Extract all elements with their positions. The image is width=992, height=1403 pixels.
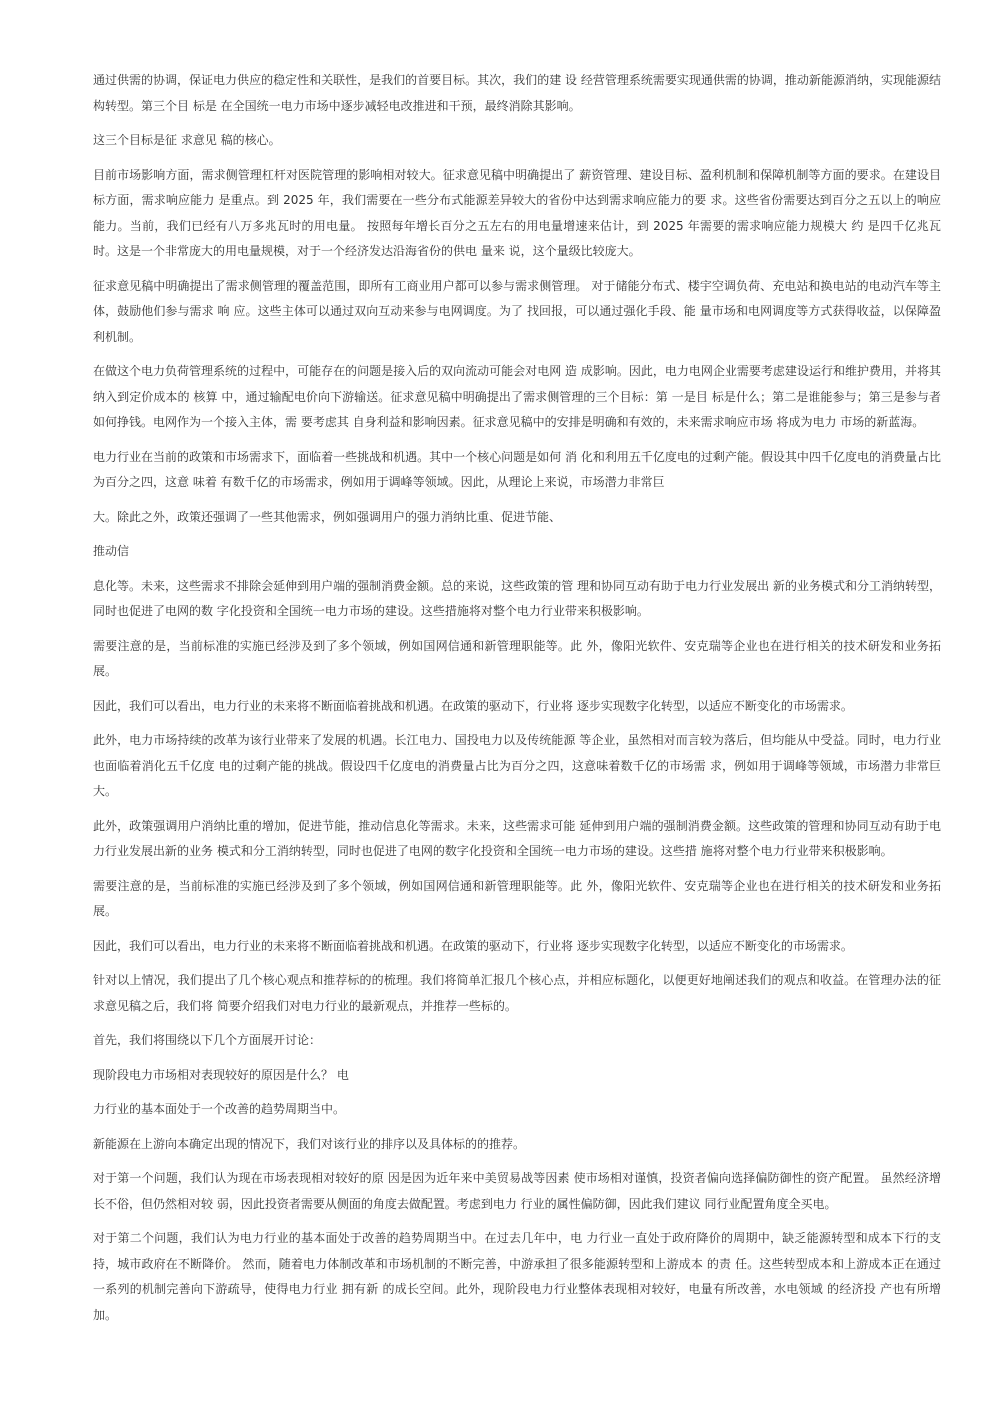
paragraph: 这三个目标是征 求意见 稿的核心。 — [93, 133, 281, 147]
document-body — [93, 68, 941, 1337]
paragraph: 在做这个电力负荷管理系统的过程中，可能存在的问题是接入后的双向流动可能会对电网 造 成影响。因此，电力电网企业需要考虑建设运行和维护费用，并将其纳入到定价成本的 核算 中，通过输配电价向下游输送。征求意见稿中明确提出了需求侧管理的三个目标：第 一是目 标是什么；第二是谁能参与；第三是参与者如何挣钱。电网作为一个接入主体，需 要考虑其 自身利益和影响因素。征求意见稿中的安排是明确和有效的，未来需求响应市场 将成为电力 市场的新蓝海。 — [93, 364, 941, 429]
paragraph: 力行业的基本面处于一个改善的趋势周期当中。 — [93, 1102, 346, 1116]
paragraph: 首先，我们将围绕以下几个方面展开讨论： — [93, 1033, 322, 1047]
paragraph: 对于第二个问题，我们认为电力行业的基本面处于改善的趋势周期当中。在过去几年中，电 力行业一直处于政府降价的周期中，缺乏能源转型和成本下行的支持，城市政府在不断降价。 然而，随着电力体制改革和市场机制的不断完善，中游承担了很多能源转型和上游成本 的责 任。这些转型成本和上游成本正在通过一系列的机制完善向下游疏导，使得电力行业 拥有新 的成长空间。此外，现阶段电力行业整体表现相对较好，电量有所改善，水电领域 的经济投 产也有所增加。 — [93, 1231, 941, 1322]
paragraph: 大。除此之外，政策还强调了一些其他需求，例如强调用户的强力消纳比重、促进节能、 — [93, 509, 562, 524]
paragraph: 通过供需的协调，保证电力供应的稳定性和关联性，是我们的首要目标。其次，我们的建 设 经营管理系统需要实现通供需的协调，推动新能源消纳，实现能源结构转型。第三个目 标是 在全国统一电力市场中逐步减轻电改推进和干预，最终消除其影响。 — [93, 73, 941, 113]
paragraph: 因此，我们可以看出，电力行业的未来将不断面临着挑战和机遇。在政策的驱动下，行业将 逐步实现数字化转型，以适应不断变化的市场需求。 — [93, 938, 853, 953]
paragraph: 新能源在上游向本确定出现的情况下，我们对该行业的排序以及具体标的的推荐。 — [93, 1136, 526, 1151]
paragraph: 征求意见稿中明确提出了需求侧管理的覆盖范围，即所有工商业用户都可以参与需求侧管理。 对于储能分布式、楼宇空调负荷、充电站和换电站的电动汽车等主体，鼓励他们参与需求 响 应。这些主体可以通过双向互动来参与电网调度。为了 找回报，可以通过强化手段、能 量市场和电网调度等方式获得收益，以保障盈利机制。 — [93, 278, 941, 344]
paragraph: 此外，电力市场持续的改革为该行业带来了发展的机遇。长江电力、国投电力以及传统能源 等企业，虽然相对而言较为落后，但均能从中受益。同时，电力行业也面临着消化五千亿度 电的过剩产能的挑战。假设四千亿度电的消费量占比为百分之四，这意味着数千亿的市场需 求，例如用于调峰等领域，市场潜力非常巨大。 — [93, 733, 941, 798]
paragraph: 针对以上情况，我们提出了几个核心观点和推荐标的的梳理。我们将简单汇报几个核心点，并相应标题化，以便更好地阐述我们的观点和收益。在管理办法的征求意见稿之后，我们将 简要介绍我们对电力行业的最新观点，并推荐一些标的。 — [93, 973, 941, 1013]
paragraph: 因此，我们可以看出，电力行业的未来将不断面临着挑战和机遇。在政策的驱动下，行业将 逐步实现数字化转型，以适应不断变化的市场需求。 — [93, 698, 853, 713]
paragraph: 推动信 — [93, 544, 130, 558]
paragraph: 电力行业在当前的政策和市场需求下，面临着一些挑战和机遇。其中一个核心问题是如何 消 化和利用五千亿度电的过剩产能。假设其中四千亿度电的消费量占比为百分之四，这意 味着 有数千亿的市场需求，例如用于调峰等领域。因此，从理论上来说，市场潜力非常巨 — [93, 449, 941, 489]
paragraph: 需要注意的是，当前标准的实施已经涉及到了多个领域，例如国网信通和新管理职能等。此 外，像阳光软件、安克瑞等企业也在进行相关的技术研发和业务拓展。 — [93, 638, 941, 678]
paragraph: 息化等。未来，这些需求不排除会延伸到用户端的强制消费金额。总的来说，这些政策的管 理和协同互动有助于电力行业发展出 新的业务模式和分工消纳转型，同时也促进了电网的数 字化投资和全国统一电力市场的建设。这些措施将对整个电力行业带来积极影响。 — [93, 578, 941, 618]
paragraph: 此外，政策强调用户消纳比重的增加，促进节能，推动信息化等需求。未来，这些需求可能 延伸到用户端的强制消费金额。这些政策的管理和协同互动有助于电力行业发展出新的业务 模式和分工消纳转型，同时也促进了电网的数字化投资和全国统一电力市场的建设。这些措 施将对整个电力行业带来积极影响。 — [93, 818, 941, 858]
paragraph: 对于第一个问题，我们认为现在市场表现相对较好的原 因是因为近年来中美贸易战等因素 使市场相对谨慎，投资者偏向选择偏防御性的资产配置。 虽然经济增长不俗，但仍然相对较 弱，因此投资者需要从侧面的角度去做配置。考虑到电力 行业的属性偏防御，因此我们建议 同行业配置角度全买电。 — [93, 1171, 941, 1211]
paragraph: 目前市场影响方面，需求侧管理杠杆对医院管理的影响相对较大。征求意见稿中明确提出了 薪资管理、建设目标、盈利机制和保障机制等方面的要求。在建设目标方面，需求响应能力 是重点。到 2025 年，我们需要在一些分布式能源差异较大的省份中达到需求响应能力的要 求。这些省份需要达到百分之五以上的响应能力。当前，我们已经有八万多兆瓦时的用电量。 按照每年增长百分之五左右的用电量增速来估计，到 2025 年需要的需求响应能力规模大 约 是四千亿兆瓦时。这是一个非常庞大的用电量规模，对于一个经济发达沿海省份的供电 量来 说，这个量级比较庞大。 — [93, 167, 941, 258]
paragraph: 需要注意的是，当前标准的实施已经涉及到了多个领域，例如国网信通和新管理职能等。此 外，像阳光软件、安克瑞等企业也在进行相关的技术研发和业务拓展。 — [93, 878, 941, 918]
paragraph: 现阶段电力市场相对表现较好的原因是什么？ 电 — [93, 1067, 349, 1082]
